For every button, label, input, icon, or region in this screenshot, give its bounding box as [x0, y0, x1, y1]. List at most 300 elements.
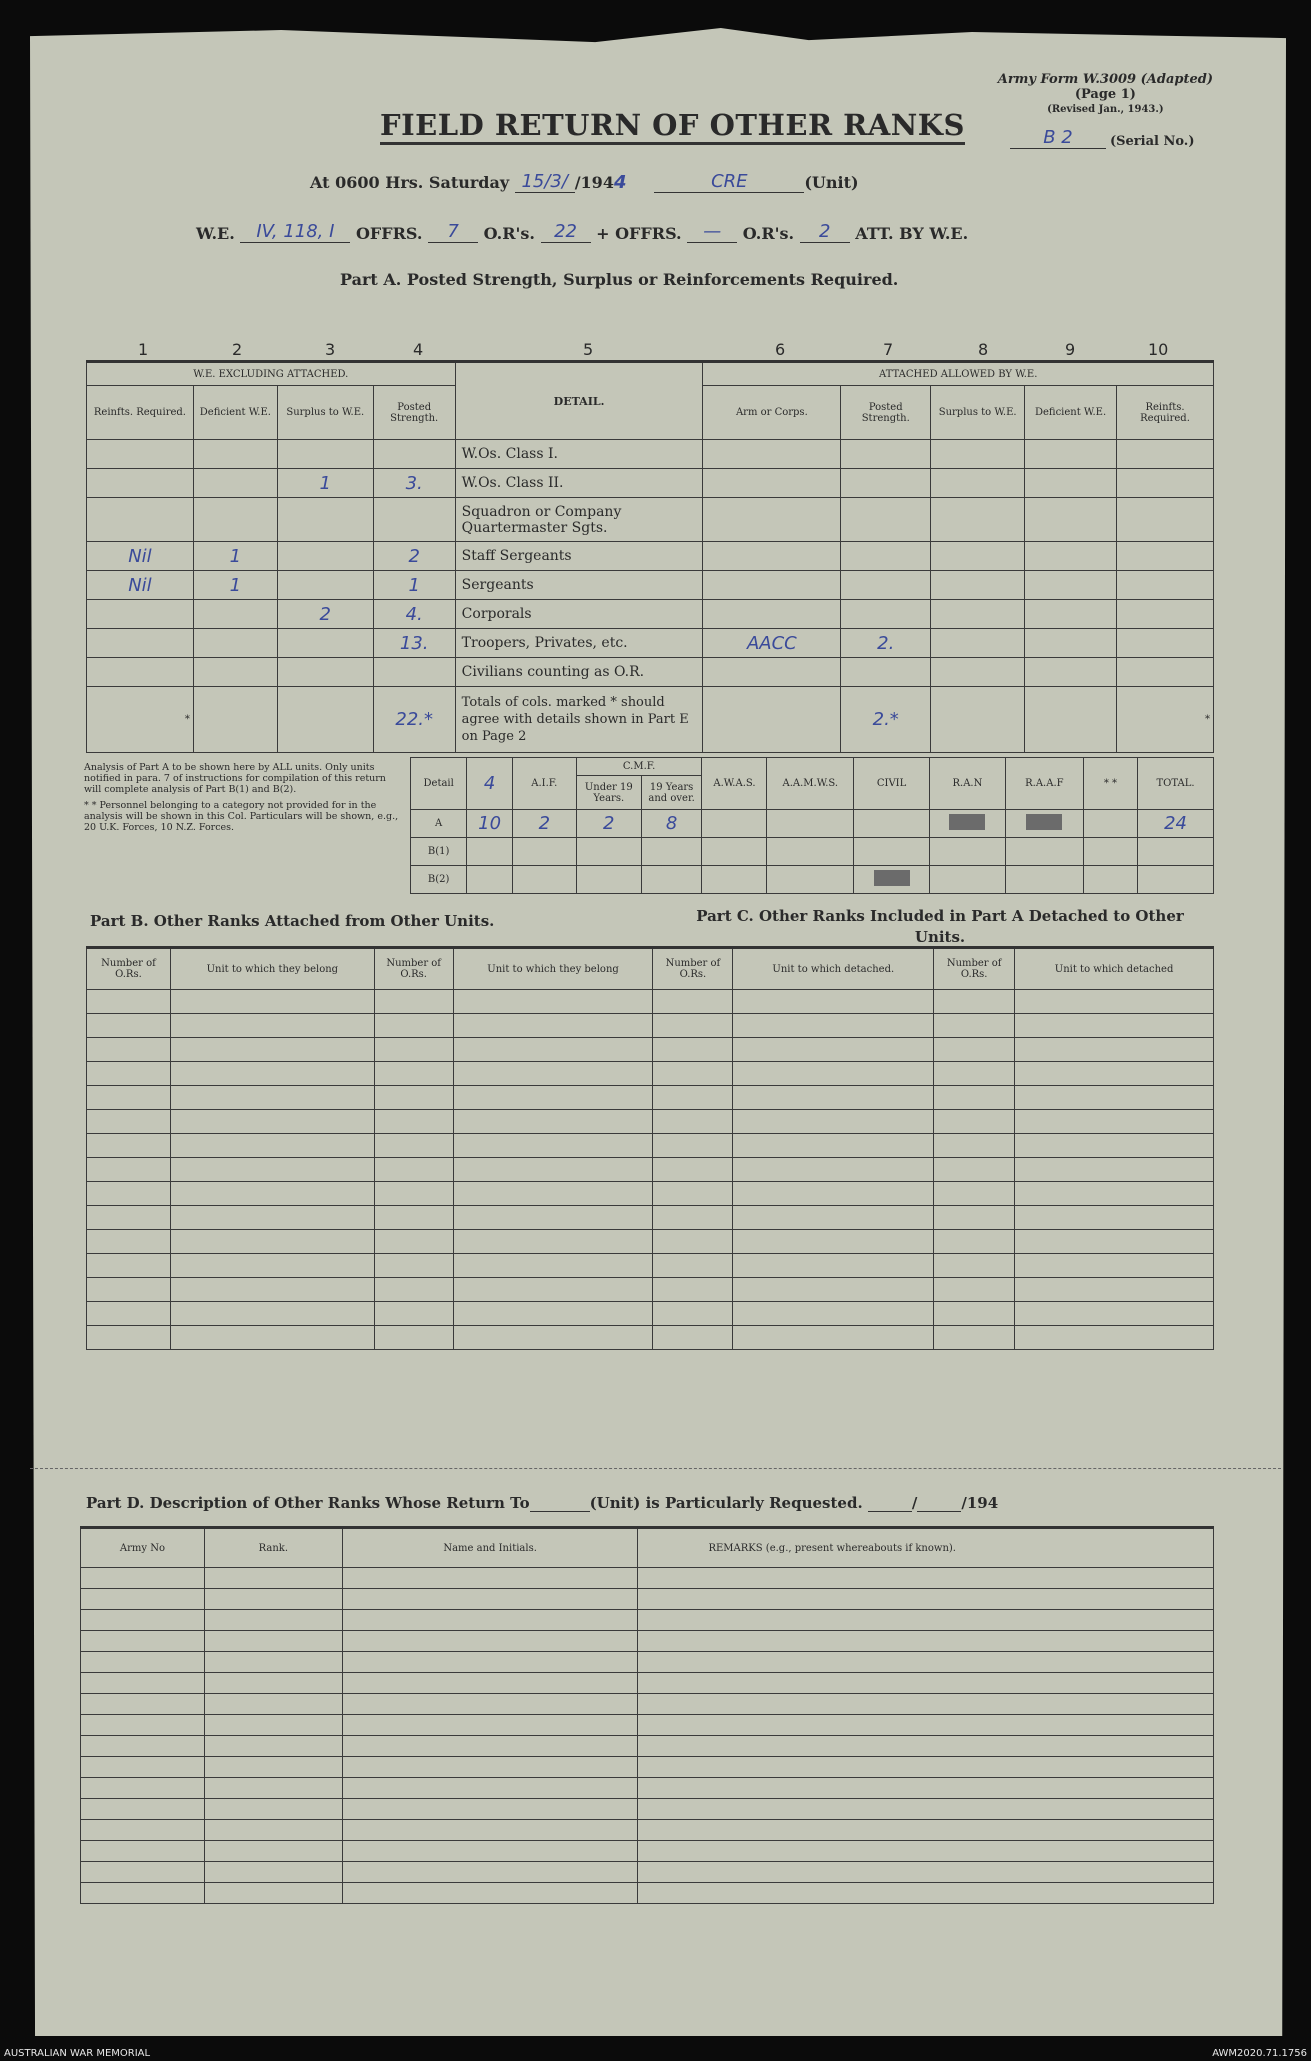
col-number: 4 — [413, 340, 424, 359]
part-a-heading: Part A. Posted Strength, Surplus or Reinforcements Required. — [340, 270, 899, 289]
blank-cell — [934, 1014, 1015, 1038]
cell — [576, 838, 641, 866]
totals-row — [87, 687, 1214, 753]
cell — [1025, 687, 1117, 753]
cell — [841, 542, 931, 571]
blank-cell — [204, 1715, 342, 1736]
cell — [1117, 498, 1214, 542]
blank-cell — [204, 1673, 342, 1694]
cell — [702, 866, 767, 894]
cell — [1117, 571, 1214, 600]
col-header: A.W.A.S. — [702, 758, 767, 810]
blank-cell — [87, 1326, 171, 1350]
blank-row — [81, 1589, 1214, 1610]
col-header: Unit to which detached — [1015, 948, 1214, 990]
cell: 1 — [193, 571, 277, 600]
blank-cell — [638, 1694, 1214, 1715]
cell — [841, 600, 931, 629]
blank-cell — [81, 1820, 205, 1841]
cell — [930, 866, 1006, 894]
shaded-block — [949, 814, 985, 830]
blank-cell — [342, 1631, 638, 1652]
offrs-blank — [428, 221, 478, 243]
col-number: 6 — [775, 340, 786, 359]
cell — [931, 571, 1025, 600]
col-number: 8 — [978, 340, 989, 359]
cell: 10 — [467, 810, 513, 838]
cell — [841, 658, 931, 687]
blank-cell — [638, 1757, 1214, 1778]
year-suffix: 4 — [613, 172, 627, 193]
blank-cell — [934, 1326, 1015, 1350]
cell: 2. — [841, 629, 931, 658]
blank-cell — [374, 1158, 453, 1182]
group-header-left: W.E. EXCLUDING ATTACHED. — [87, 362, 456, 386]
cell — [193, 498, 277, 542]
blank-cell — [1015, 1206, 1214, 1230]
blank-row — [81, 1673, 1214, 1694]
cell — [703, 600, 841, 629]
blank-cell — [453, 1230, 653, 1254]
blank-cell — [638, 1589, 1214, 1610]
blank-cell — [342, 1610, 638, 1631]
col-header: Surplus to W.E. — [931, 386, 1025, 440]
cell — [841, 469, 931, 498]
col-number: 3 — [325, 340, 336, 359]
blank-cell — [733, 1062, 934, 1086]
cell — [87, 498, 194, 542]
cell — [467, 866, 513, 894]
blank-row — [87, 1254, 1214, 1278]
col-header: R.A.N — [930, 758, 1006, 810]
cell — [1117, 658, 1214, 687]
offrs-value: 7 — [447, 221, 459, 242]
blank-cell — [170, 1134, 374, 1158]
cell — [931, 629, 1025, 658]
blank-cell — [934, 1278, 1015, 1302]
blank-cell — [342, 1568, 638, 1589]
part-d-heading-date: /194 — [961, 1494, 999, 1512]
cell — [931, 498, 1025, 542]
table-row — [87, 469, 1214, 498]
blank-row — [87, 1182, 1214, 1206]
army-form-line2: (Page 1) — [1074, 87, 1136, 102]
cell — [841, 571, 931, 600]
blank-cell — [81, 1778, 205, 1799]
blank-row — [81, 1799, 1214, 1820]
table-row — [87, 542, 1214, 571]
blank-cell — [453, 1254, 653, 1278]
cell — [373, 498, 455, 542]
blank-cell — [81, 1673, 205, 1694]
table-row — [87, 600, 1214, 629]
serial-value: B 2 — [1043, 127, 1073, 148]
blank-cell — [453, 1182, 653, 1206]
blank-cell — [653, 1206, 733, 1230]
blank-row — [87, 1278, 1214, 1302]
blank-cell — [934, 1038, 1015, 1062]
cell: 1 — [373, 571, 455, 600]
blank-cell — [170, 1254, 374, 1278]
cell — [702, 838, 767, 866]
cell — [767, 866, 854, 894]
blank-cell — [204, 1862, 342, 1883]
col-header: Army No — [81, 1528, 205, 1568]
table-row — [87, 629, 1214, 658]
at-hours-label: At 0600 Hrs. Saturday — [310, 173, 510, 192]
blank-row — [81, 1610, 1214, 1631]
blank-row — [87, 1062, 1214, 1086]
analysis-notes — [84, 762, 404, 833]
blank-cell — [1015, 1014, 1214, 1038]
blank-cell — [934, 1254, 1015, 1278]
blank-cell — [638, 1652, 1214, 1673]
blank-cell — [342, 1673, 638, 1694]
blank-cell — [733, 1134, 934, 1158]
cell — [703, 571, 841, 600]
part-d-heading: Part D. Description of Other Ranks Whose Return To (Unit) is Particularly Requested. / /194 — [86, 1494, 999, 1512]
cell — [1117, 469, 1214, 498]
blank-cell — [934, 1302, 1015, 1326]
blank-cell — [1015, 1038, 1214, 1062]
blank-cell — [87, 1038, 171, 1062]
blank-row — [81, 1631, 1214, 1652]
analysis-row — [411, 866, 1214, 894]
cell — [512, 838, 576, 866]
cell: 1 — [277, 469, 373, 498]
blank-cell — [1015, 1278, 1214, 1302]
col-header: Name and Initials. — [342, 1528, 638, 1568]
blank-cell — [374, 1230, 453, 1254]
col-number: 7 — [883, 340, 894, 359]
army-form-id — [998, 72, 1213, 117]
blank-cell — [81, 1736, 205, 1757]
blank-row — [87, 990, 1214, 1014]
blank-cell — [733, 1158, 934, 1182]
part-d-body — [81, 1568, 1214, 1904]
blank-cell — [87, 1062, 171, 1086]
cell: * — [87, 687, 194, 753]
cell — [703, 498, 841, 542]
blank-cell — [653, 1182, 733, 1206]
cell — [703, 542, 841, 571]
blank-cell — [170, 990, 374, 1014]
offrs-label: OFFRS. — [355, 224, 423, 243]
blank-cell — [81, 1799, 205, 1820]
cell: 2 — [373, 542, 455, 571]
blank-cell — [87, 1182, 171, 1206]
blank-cell — [342, 1589, 638, 1610]
blank-cell — [81, 1883, 205, 1904]
we-value: IV, 118, I — [256, 221, 335, 242]
analysis-row — [411, 838, 1214, 866]
col-header: Number of O.Rs. — [653, 948, 733, 990]
cell — [641, 838, 702, 866]
cell — [1025, 629, 1117, 658]
blank-cell — [87, 1158, 171, 1182]
att-label: ATT. BY W.E. — [855, 224, 969, 243]
blank-cell — [87, 1302, 171, 1326]
blank-row — [81, 1694, 1214, 1715]
blank-cell — [638, 1568, 1214, 1589]
unit-label: (Unit) — [804, 173, 859, 192]
blank-cell — [733, 1182, 934, 1206]
detail-label: Civilians counting as O.R. — [455, 658, 703, 687]
blank-cell — [653, 1230, 733, 1254]
blank-row — [81, 1820, 1214, 1841]
part-d-date-blank — [868, 1493, 912, 1512]
cell — [193, 469, 277, 498]
row-label: A — [411, 810, 467, 838]
detail-label: Corporals — [455, 600, 703, 629]
blank-row — [87, 1302, 1214, 1326]
plus-ors-value: 2 — [818, 221, 831, 242]
blank-cell — [87, 1230, 171, 1254]
army-form-line3: (Revised Jan., 1943.) — [1047, 104, 1164, 115]
col-number: 5 — [583, 340, 594, 359]
blank-row — [81, 1862, 1214, 1883]
date-value: 15/3/ — [521, 171, 568, 192]
plus-ors-label: O.R's. — [742, 224, 795, 243]
blank-cell — [453, 1062, 653, 1086]
blank-cell — [653, 1158, 733, 1182]
blank-cell — [653, 990, 733, 1014]
part-d-table — [80, 1526, 1214, 1904]
blank-cell — [453, 1038, 653, 1062]
blank-cell — [733, 1086, 934, 1110]
col-header: R.A.A.F — [1005, 758, 1083, 810]
cell — [1005, 866, 1083, 894]
blank-cell — [342, 1841, 638, 1862]
cell — [854, 838, 930, 866]
cell — [1025, 469, 1117, 498]
blank-cell — [81, 1568, 205, 1589]
shaded-block — [1026, 814, 1062, 830]
cell — [931, 440, 1025, 469]
cell: 1 — [193, 542, 277, 571]
row-label: B(1) — [411, 838, 467, 866]
blank-cell — [87, 1278, 171, 1302]
blank-cell — [374, 1206, 453, 1230]
blank-cell — [170, 1038, 374, 1062]
form-title: FIELD RETURN OF OTHER RANKS — [380, 108, 965, 145]
blank-row — [81, 1652, 1214, 1673]
blank-cell — [653, 1110, 733, 1134]
blank-cell — [638, 1862, 1214, 1883]
blank-cell — [170, 1230, 374, 1254]
blank-cell — [1015, 990, 1214, 1014]
cell — [1005, 810, 1083, 838]
footer-left: AUSTRALIAN WAR MEMORIAL — [4, 2048, 151, 2059]
cell — [1025, 600, 1117, 629]
blank-cell — [934, 990, 1015, 1014]
blank-cell — [453, 1158, 653, 1182]
blank-cell — [170, 1158, 374, 1182]
cell: Nil — [87, 571, 194, 600]
col-header: Unit to which detached. — [733, 948, 934, 990]
blank-cell — [374, 1254, 453, 1278]
blank-cell — [170, 1182, 374, 1206]
cell — [277, 542, 373, 571]
part-c-heading: Part C. Other Ranks Included in Part A Detached to Other Units. — [696, 907, 1184, 946]
cell — [193, 600, 277, 629]
cell — [641, 866, 702, 894]
blank-cell — [1015, 1182, 1214, 1206]
cell — [703, 440, 841, 469]
blank-cell — [204, 1631, 342, 1652]
cell — [1083, 838, 1137, 866]
col-header: CIVIL — [854, 758, 930, 810]
blank-cell — [204, 1841, 342, 1862]
cell: 22.* — [373, 687, 455, 753]
blank-cell — [638, 1610, 1214, 1631]
blank-cell — [638, 1631, 1214, 1652]
cell: Nil — [87, 542, 194, 571]
blank-cell — [653, 1302, 733, 1326]
blank-cell — [453, 990, 653, 1014]
cell — [1083, 866, 1137, 894]
blank-cell — [934, 1134, 1015, 1158]
cell — [512, 866, 576, 894]
col-header: TOTAL. — [1138, 758, 1214, 810]
blank-cell — [638, 1778, 1214, 1799]
blank-row — [87, 1014, 1214, 1038]
cell — [277, 629, 373, 658]
cell — [931, 542, 1025, 571]
serial-blank — [1010, 127, 1106, 149]
table-row — [87, 571, 1214, 600]
blank-cell — [638, 1820, 1214, 1841]
part-d-heading-pre: Part D. Description of Other Ranks Whose Return To — [86, 1494, 530, 1512]
blank-cell — [653, 1086, 733, 1110]
detail-label: Squadron or Company Quartermaster Sgts. — [455, 498, 703, 542]
blank-row — [81, 1883, 1214, 1904]
col-header: Reinfts. Required. — [1117, 386, 1214, 440]
cell — [193, 687, 277, 753]
part-d-heading-post: (Unit) is Particularly Requested. — [589, 1494, 863, 1512]
cell — [930, 810, 1006, 838]
col-header: Deficient W.E. — [1025, 386, 1117, 440]
cell — [277, 658, 373, 687]
col-number: 1 — [138, 340, 149, 359]
group-header-right: ATTACHED ALLOWED BY W.E. — [703, 362, 1214, 386]
col-number: 2 — [232, 340, 243, 359]
blank-cell — [638, 1715, 1214, 1736]
cell: 2.* — [841, 687, 931, 753]
blank-cell — [204, 1757, 342, 1778]
cell: 13. — [373, 629, 455, 658]
cell: 8 — [641, 810, 702, 838]
cell — [703, 687, 841, 753]
blank-cell — [81, 1694, 205, 1715]
col-header: Arm or Corps. — [703, 386, 841, 440]
blank-row — [87, 1326, 1214, 1350]
blank-row — [87, 1110, 1214, 1134]
col-header: A.I.F. — [512, 758, 576, 810]
blank-cell — [733, 1254, 934, 1278]
blank-row — [87, 1086, 1214, 1110]
blank-cell — [374, 1278, 453, 1302]
blank-cell — [81, 1862, 205, 1883]
serial-label: (Serial No.) — [1110, 134, 1195, 149]
blank-cell — [733, 1278, 934, 1302]
cell: 3. — [373, 469, 455, 498]
blank-cell — [453, 1014, 653, 1038]
blank-cell — [453, 1302, 653, 1326]
blank-cell — [204, 1610, 342, 1631]
blank-cell — [453, 1278, 653, 1302]
part-b-c-table — [86, 946, 1214, 1350]
cell — [87, 629, 194, 658]
cell — [87, 600, 194, 629]
cell — [930, 838, 1006, 866]
cell — [193, 629, 277, 658]
blank-cell — [453, 1110, 653, 1134]
blank-cell — [638, 1736, 1214, 1757]
blank-cell — [1015, 1254, 1214, 1278]
analysis-col0: 4 — [467, 758, 513, 810]
cell — [767, 810, 854, 838]
blank-cell — [1015, 1134, 1214, 1158]
blank-cell — [204, 1883, 342, 1904]
we-label: W.E. — [196, 224, 235, 243]
blank-cell — [374, 1110, 453, 1134]
cell — [277, 498, 373, 542]
cell — [854, 810, 930, 838]
blank-cell — [733, 1326, 934, 1350]
blank-cell — [170, 1086, 374, 1110]
blank-cell — [342, 1757, 638, 1778]
part-d-unit-blank — [530, 1493, 590, 1512]
blank-cell — [653, 1134, 733, 1158]
footer-right: AWM2020.71.1756 — [1212, 2048, 1307, 2059]
cell — [931, 658, 1025, 687]
part-a-table — [86, 360, 1214, 753]
blank-cell — [170, 1278, 374, 1302]
blank-cell — [342, 1715, 638, 1736]
blank-cell — [87, 1014, 171, 1038]
blank-cell — [1015, 1302, 1214, 1326]
cell — [277, 571, 373, 600]
blank-row — [87, 1134, 1214, 1158]
cell: 2 — [512, 810, 576, 838]
blank-row — [87, 1206, 1214, 1230]
blank-cell — [653, 1014, 733, 1038]
table-row — [87, 498, 1214, 542]
cell — [1025, 498, 1117, 542]
blank-cell — [204, 1694, 342, 1715]
cell — [1117, 440, 1214, 469]
cell — [703, 658, 841, 687]
cell — [703, 469, 841, 498]
blank-cell — [342, 1652, 638, 1673]
cell — [576, 866, 641, 894]
blank-cell — [374, 1086, 453, 1110]
analysis-note-1: Analysis of Part A to be shown here by ALL units. Only units notified in para. 7 of instructions for compilation of this return will complete analysis of Part B(1) and B(2). — [84, 762, 386, 795]
detail-label: Staff Sergeants — [455, 542, 703, 571]
cell — [1005, 838, 1083, 866]
blank-cell — [342, 1736, 638, 1757]
detail-label: Sergeants — [455, 571, 703, 600]
blank-cell — [733, 1110, 934, 1134]
blank-row — [87, 1230, 1214, 1254]
blank-cell — [638, 1841, 1214, 1862]
blank-cell — [342, 1883, 638, 1904]
col-header: Number of O.Rs. — [87, 948, 171, 990]
blank-row — [87, 1158, 1214, 1182]
part-b-c-body — [87, 990, 1214, 1350]
blank-cell — [453, 1206, 653, 1230]
